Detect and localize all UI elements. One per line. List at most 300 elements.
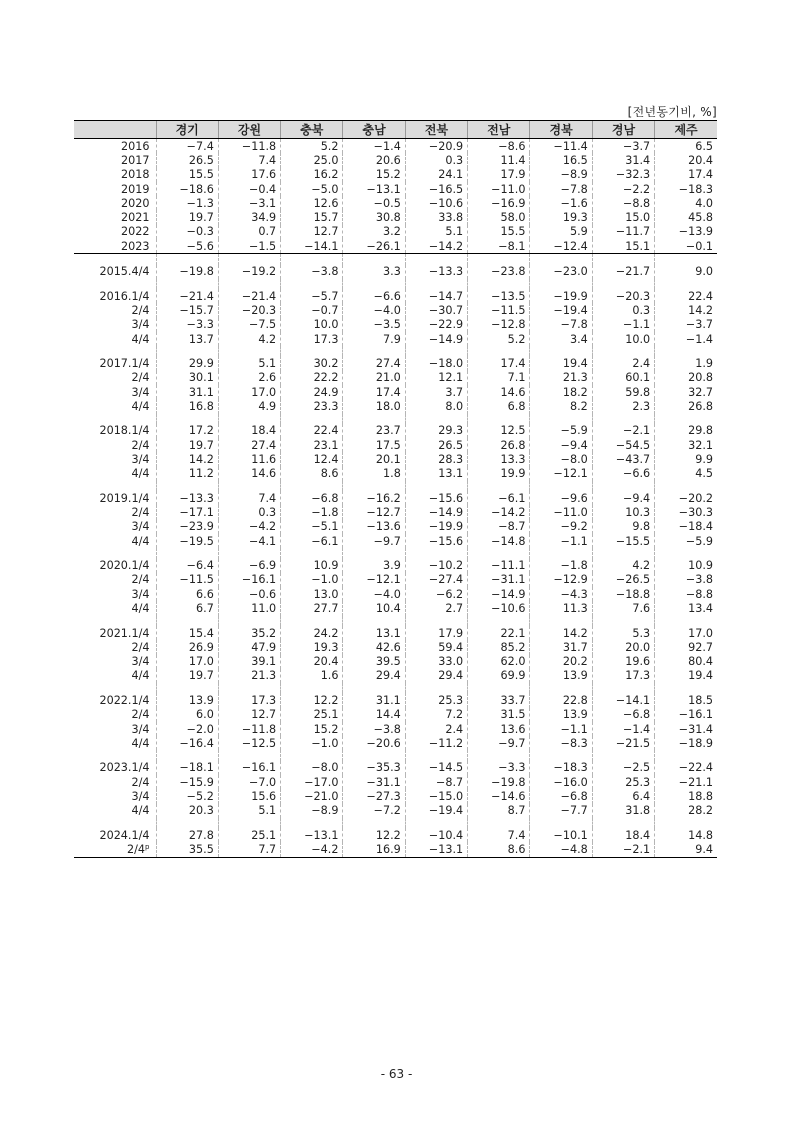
value-cell: −14.7 — [405, 289, 467, 303]
spacer-cell — [592, 279, 654, 289]
value-cell: −26.1 — [343, 239, 405, 254]
header-region: 전남 — [468, 121, 530, 139]
value-cell: 4.0 — [655, 196, 717, 210]
value-cell: 9.8 — [592, 520, 654, 534]
row-label — [74, 356, 156, 370]
value-cell: 21.3 — [530, 371, 592, 385]
value-cell: 28.3 — [405, 452, 467, 466]
spacer-cell — [218, 616, 280, 626]
value-cell: 59.8 — [592, 385, 654, 399]
value-cell: −23.0 — [530, 265, 592, 279]
unit-label: [전년동기비, %] — [627, 105, 717, 119]
value-cell: 69.9 — [468, 669, 530, 683]
value-cell: −8.7 — [405, 775, 467, 789]
value-cell: 35.5 — [156, 842, 218, 857]
table-row — [74, 196, 717, 210]
value-cell: 12.2 — [281, 693, 343, 707]
value-cell: 2.6 — [218, 371, 280, 385]
spacer-cell — [218, 346, 280, 356]
table-row — [74, 225, 717, 239]
value-cell: −19.9 — [530, 289, 592, 303]
value-cell: −8.0 — [281, 761, 343, 775]
value-cell: 14.6 — [218, 467, 280, 481]
value-cell: −4.1 — [218, 534, 280, 548]
value-cell: −8.3 — [530, 736, 592, 750]
value-cell: −5.9 — [655, 534, 717, 548]
value-cell: 31.1 — [156, 385, 218, 399]
value-cell: 12.5 — [468, 424, 530, 438]
table-row — [74, 452, 717, 466]
value-cell: 17.9 — [405, 626, 467, 640]
value-cell: −2.2 — [592, 182, 654, 196]
value-cell: 12.1 — [405, 371, 467, 385]
value-cell: −16.1 — [655, 708, 717, 722]
value-cell: 26.8 — [468, 438, 530, 452]
value-cell: 22.2 — [281, 371, 343, 385]
value-cell: 33.7 — [468, 693, 530, 707]
value-cell: 13.6 — [468, 722, 530, 736]
value-cell: 12.4 — [281, 452, 343, 466]
value-cell: 18.5 — [655, 693, 717, 707]
value-cell: −3.3 — [156, 318, 218, 332]
value-cell: 19.7 — [156, 438, 218, 452]
value-cell: 8.7 — [468, 804, 530, 818]
spacer-cell — [281, 279, 343, 289]
value-cell: −10.2 — [405, 559, 467, 573]
value-cell: 8.6 — [281, 467, 343, 481]
value-cell: −6.9 — [218, 559, 280, 573]
value-cell: −7.0 — [218, 775, 280, 789]
table-row — [74, 842, 717, 857]
spacer-cell — [468, 279, 530, 289]
spacer-cell — [592, 818, 654, 828]
row-label — [74, 708, 156, 722]
value-cell: 14.4 — [343, 708, 405, 722]
value-cell: 1.6 — [281, 669, 343, 683]
spacer-cell — [218, 818, 280, 828]
value-cell: −6.1 — [281, 534, 343, 548]
value-cell: −7.2 — [343, 804, 405, 818]
table-row — [74, 424, 717, 438]
value-cell: 14.2 — [655, 303, 717, 317]
spacer-cell — [468, 818, 530, 828]
spacer-row — [74, 750, 717, 760]
value-cell: 2.7 — [405, 601, 467, 615]
value-cell: 20.2 — [530, 655, 592, 669]
row-label-text: 2021.1/4 — [99, 626, 150, 640]
value-cell: 19.7 — [156, 669, 218, 683]
value-cell: 15.2 — [343, 168, 405, 182]
value-cell: −3.7 — [592, 139, 654, 154]
value-cell: −19.9 — [405, 520, 467, 534]
row-label — [74, 573, 156, 587]
value-cell: −16.1 — [218, 761, 280, 775]
value-cell: 23.3 — [281, 399, 343, 413]
spacer-cell — [405, 481, 467, 491]
spacer-cell — [530, 548, 592, 558]
header-region: 제주 — [655, 121, 717, 139]
value-cell: −9.2 — [530, 520, 592, 534]
value-cell: 10.0 — [592, 332, 654, 346]
value-cell: −13.1 — [281, 828, 343, 842]
value-cell: −3.5 — [343, 318, 405, 332]
value-cell: 15.5 — [468, 225, 530, 239]
value-cell: −10.4 — [405, 828, 467, 842]
value-cell: −11.7 — [592, 225, 654, 239]
spacer-cell — [156, 481, 218, 491]
value-cell: −5.9 — [530, 424, 592, 438]
value-cell: −18.3 — [655, 182, 717, 196]
value-cell: 17.0 — [156, 655, 218, 669]
value-cell: 2.4 — [405, 722, 467, 736]
row-label-text: 2/4 — [131, 775, 150, 789]
value-cell: 19.4 — [530, 356, 592, 370]
spacer-cell — [530, 414, 592, 424]
table-row — [74, 210, 717, 224]
row-label-text: 4/4 — [131, 332, 150, 346]
value-cell: 0.3 — [218, 505, 280, 519]
value-cell: 12.7 — [281, 225, 343, 239]
table-row — [74, 789, 717, 803]
value-cell: 17.2 — [156, 424, 218, 438]
spacer-cell — [530, 683, 592, 693]
value-cell: −17.1 — [156, 505, 218, 519]
value-cell: 5.1 — [218, 356, 280, 370]
value-cell: −3.8 — [281, 265, 343, 279]
row-label-text: 3/4 — [131, 385, 150, 399]
row-label — [74, 289, 156, 303]
value-cell: 8.2 — [530, 399, 592, 413]
value-cell: 15.6 — [218, 789, 280, 803]
value-cell: 34.9 — [218, 210, 280, 224]
table-row — [74, 601, 717, 615]
value-cell: −15.5 — [592, 534, 654, 548]
value-cell: 3.9 — [343, 559, 405, 573]
value-cell: 8.0 — [405, 399, 467, 413]
value-cell: −8.6 — [468, 139, 530, 154]
value-cell: −43.7 — [592, 452, 654, 466]
value-cell: −0.4 — [218, 182, 280, 196]
value-cell: −21.0 — [281, 789, 343, 803]
value-cell: 14.2 — [530, 626, 592, 640]
value-cell: −16.5 — [405, 182, 467, 196]
value-cell: −31.1 — [343, 775, 405, 789]
row-label-text: 3/4 — [131, 655, 150, 669]
value-cell: −4.2 — [281, 842, 343, 857]
value-cell: −1.1 — [592, 318, 654, 332]
spacer-cell — [655, 481, 717, 491]
spacer-cell — [592, 616, 654, 626]
row-label — [74, 736, 156, 750]
value-cell: −10.6 — [405, 196, 467, 210]
spacer-cell — [530, 481, 592, 491]
value-cell: 33.8 — [405, 210, 467, 224]
value-cell: 29.3 — [405, 424, 467, 438]
value-cell: −6.8 — [281, 491, 343, 505]
value-cell: −10.6 — [468, 601, 530, 615]
row-label — [74, 842, 156, 857]
value-cell: −23.9 — [156, 520, 218, 534]
value-cell: −1.4 — [343, 139, 405, 154]
spacer-cell — [655, 750, 717, 760]
value-cell: 15.7 — [281, 210, 343, 224]
row-label-text: 2017.1/4 — [99, 357, 150, 371]
spacer-cell — [655, 346, 717, 356]
value-cell: −1.6 — [530, 196, 592, 210]
spacer-cell — [405, 346, 467, 356]
value-cell: −5.6 — [156, 239, 218, 254]
row-label — [74, 534, 156, 548]
row-label-text: 2/4 — [131, 506, 150, 520]
row-label-text: 3/4 — [131, 318, 150, 332]
table-row — [74, 761, 717, 775]
value-cell: 7.4 — [218, 153, 280, 167]
value-cell: −8.7 — [468, 520, 530, 534]
value-cell: 27.7 — [281, 601, 343, 615]
value-cell: 10.4 — [343, 601, 405, 615]
value-cell: 17.3 — [592, 669, 654, 683]
value-cell: 5.1 — [218, 804, 280, 818]
value-cell: 12.7 — [218, 708, 280, 722]
spacer-cell — [218, 750, 280, 760]
header-corner — [74, 121, 156, 139]
value-cell: 26.9 — [156, 640, 218, 654]
value-cell: −31.1 — [468, 573, 530, 587]
value-cell: −8.8 — [655, 587, 717, 601]
spacer-cell — [592, 414, 654, 424]
value-cell: 6.8 — [468, 399, 530, 413]
row-label-text: 4/4 — [131, 736, 150, 750]
value-cell: 17.4 — [343, 385, 405, 399]
spacer-cell — [156, 254, 218, 265]
value-cell: 19.9 — [468, 467, 530, 481]
value-cell: −20.9 — [405, 139, 467, 154]
spacer-cell — [468, 414, 530, 424]
value-cell: −12.7 — [343, 505, 405, 519]
spacer-cell — [468, 548, 530, 558]
value-cell: −8.1 — [468, 239, 530, 254]
spacer-cell — [281, 548, 343, 558]
spacer-row — [74, 548, 717, 558]
value-cell: 6.5 — [655, 139, 717, 154]
value-cell: 30.2 — [281, 356, 343, 370]
table-row — [74, 332, 717, 346]
value-cell: −19.8 — [468, 775, 530, 789]
spacer-cell — [468, 481, 530, 491]
row-label-text: 2018 — [121, 168, 150, 182]
value-cell: 16.9 — [343, 842, 405, 857]
row-label-text: 2019 — [121, 182, 150, 196]
row-label — [74, 424, 156, 438]
value-cell: −8.8 — [592, 196, 654, 210]
value-cell: −3.1 — [218, 196, 280, 210]
spacer-cell — [343, 279, 405, 289]
value-cell: −18.4 — [655, 520, 717, 534]
value-cell: −20.3 — [218, 303, 280, 317]
value-cell: 5.2 — [281, 139, 343, 154]
header-region: 충북 — [281, 121, 343, 139]
value-cell: 16.8 — [156, 399, 218, 413]
table-row — [74, 139, 717, 154]
value-cell: −19.5 — [156, 534, 218, 548]
spacer-cell — [468, 750, 530, 760]
value-cell: −18.9 — [655, 736, 717, 750]
value-cell: 20.1 — [343, 452, 405, 466]
value-cell: 35.2 — [218, 626, 280, 640]
value-cell: −11.8 — [218, 722, 280, 736]
value-cell: 22.4 — [655, 289, 717, 303]
value-cell: 20.6 — [343, 153, 405, 167]
row-label — [74, 491, 156, 505]
value-cell: 20.4 — [281, 655, 343, 669]
spacer-cell — [281, 346, 343, 356]
value-cell: −18.3 — [530, 761, 592, 775]
spacer-cell — [468, 616, 530, 626]
value-cell: −18.6 — [156, 182, 218, 196]
value-cell: −23.8 — [468, 265, 530, 279]
value-cell: 13.7 — [156, 332, 218, 346]
row-label — [74, 467, 156, 481]
value-cell: −11.5 — [156, 573, 218, 587]
row-label-text: 2016 — [121, 139, 150, 153]
value-cell: 17.4 — [468, 356, 530, 370]
value-cell: 13.3 — [468, 452, 530, 466]
value-cell: −3.8 — [655, 573, 717, 587]
spacer-cell — [655, 414, 717, 424]
value-cell: 19.4 — [655, 669, 717, 683]
value-cell: 7.4 — [468, 828, 530, 842]
spacer-cell — [530, 279, 592, 289]
row-label — [74, 520, 156, 534]
value-cell: 6.7 — [156, 601, 218, 615]
spacer-cell — [592, 346, 654, 356]
row-label-text: 4/4 — [131, 534, 150, 548]
value-cell: 21.3 — [218, 669, 280, 683]
spacer-row — [74, 346, 717, 356]
value-cell: −6.8 — [592, 708, 654, 722]
value-cell: 18.4 — [592, 828, 654, 842]
value-cell: 10.9 — [281, 559, 343, 573]
value-cell: 1.8 — [343, 467, 405, 481]
value-cell: −0.7 — [281, 303, 343, 317]
spacer-cell — [343, 414, 405, 424]
value-cell: −12.1 — [343, 573, 405, 587]
value-cell: −14.1 — [281, 239, 343, 254]
row-label — [74, 761, 156, 775]
value-cell: 0.3 — [592, 303, 654, 317]
value-cell: −1.8 — [281, 505, 343, 519]
value-cell: −4.3 — [530, 587, 592, 601]
row-label-text: 2017 — [121, 153, 150, 167]
value-cell: 85.2 — [468, 640, 530, 654]
value-cell: 17.9 — [468, 168, 530, 182]
value-cell: 3.2 — [343, 225, 405, 239]
value-cell: 16.5 — [530, 153, 592, 167]
spacer-cell — [74, 683, 156, 693]
value-cell: −5.2 — [156, 789, 218, 803]
row-label-text: 2019.1/4 — [99, 491, 150, 505]
value-cell: −14.8 — [468, 534, 530, 548]
row-label-text: 2/4 — [131, 371, 150, 385]
row-label — [74, 196, 156, 210]
value-cell: 22.4 — [281, 424, 343, 438]
value-cell: −14.1 — [592, 693, 654, 707]
spacer-cell — [156, 548, 218, 558]
spacer-cell — [468, 346, 530, 356]
value-cell: 8.6 — [468, 842, 530, 857]
row-label — [74, 789, 156, 803]
value-cell: 26.5 — [405, 438, 467, 452]
row-label-text: 3/4 — [131, 520, 150, 534]
value-cell: 29.8 — [655, 424, 717, 438]
value-cell: 6.6 — [156, 587, 218, 601]
table-row — [74, 265, 717, 279]
value-cell: −6.4 — [156, 559, 218, 573]
spacer-cell — [343, 750, 405, 760]
value-cell: −6.2 — [405, 587, 467, 601]
row-label — [74, 626, 156, 640]
row-label — [74, 225, 156, 239]
value-cell: 19.6 — [592, 655, 654, 669]
value-cell: 23.7 — [343, 424, 405, 438]
spacer-cell — [655, 254, 717, 265]
spacer-cell — [281, 683, 343, 693]
value-cell: −12.5 — [218, 736, 280, 750]
row-label-text: 2022.1/4 — [99, 693, 150, 707]
row-label — [74, 452, 156, 466]
value-cell: 20.3 — [156, 804, 218, 818]
value-cell: −11.8 — [218, 139, 280, 154]
value-cell: 6.0 — [156, 708, 218, 722]
value-cell: −19.4 — [405, 804, 467, 818]
spacer-cell — [156, 346, 218, 356]
value-cell: −27.4 — [405, 573, 467, 587]
value-cell: 11.3 — [530, 601, 592, 615]
spacer-cell — [530, 750, 592, 760]
value-cell: −2.1 — [592, 424, 654, 438]
value-cell: 17.4 — [655, 168, 717, 182]
table-row — [74, 239, 717, 254]
value-cell: −4.8 — [530, 842, 592, 857]
value-cell: −1.0 — [281, 573, 343, 587]
value-cell: 7.9 — [343, 332, 405, 346]
row-label — [74, 655, 156, 669]
row-label-text: 2020.1/4 — [99, 559, 150, 573]
value-cell: −4.2 — [218, 520, 280, 534]
spacer-cell — [156, 750, 218, 760]
value-cell: 11.4 — [468, 153, 530, 167]
value-cell: 13.9 — [156, 693, 218, 707]
value-cell: −9.4 — [530, 438, 592, 452]
preliminary-mark: p — [145, 842, 150, 851]
row-label — [74, 371, 156, 385]
value-cell: −14.5 — [405, 761, 467, 775]
value-cell: 23.1 — [281, 438, 343, 452]
value-cell: −15.9 — [156, 775, 218, 789]
value-cell: −12.1 — [530, 467, 592, 481]
value-cell: 19.3 — [530, 210, 592, 224]
value-cell: 13.9 — [530, 669, 592, 683]
value-cell: −7.4 — [156, 139, 218, 154]
page-number: - 63 - — [380, 1067, 413, 1081]
value-cell: −19.2 — [218, 265, 280, 279]
header-region: 경기 — [156, 121, 218, 139]
value-cell: 18.2 — [530, 385, 592, 399]
value-cell: −6.6 — [343, 289, 405, 303]
spacer-cell — [655, 818, 717, 828]
value-cell: −6.6 — [592, 467, 654, 481]
row-label — [74, 168, 156, 182]
